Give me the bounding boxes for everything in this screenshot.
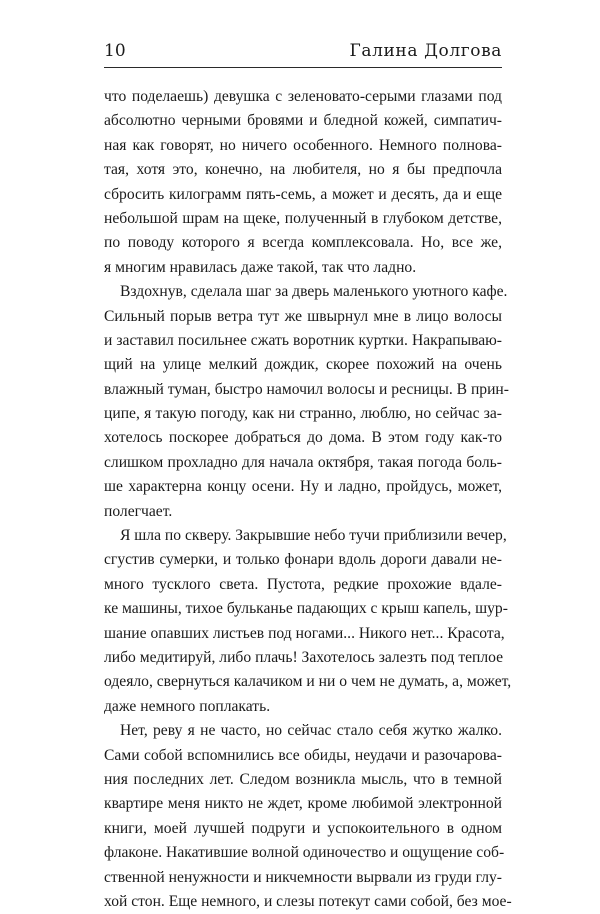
paragraph bbox=[104, 85, 502, 280]
text-line: и заставил посильнее сжать воротник куртки. Накрапываю- bbox=[104, 331, 502, 349]
text-line: небольшой шрам на щеке, полученный в глубоком детстве, bbox=[104, 209, 502, 227]
text-line: Вздохнув, сделала шаг за дверь маленького уютного кафе. bbox=[120, 283, 508, 301]
text-line: Нет, реву я не часто, но сейчас стало себя жутко жалко. bbox=[120, 722, 502, 740]
text-line: шание опавших листьев под ногами... Никого нет... Красота, bbox=[104, 624, 505, 642]
paragraph bbox=[104, 280, 509, 524]
text-line: сгустив сумерки, и только фонари вдоль дороги давали не- bbox=[104, 551, 502, 569]
text-line: ственной ненужности и никчемности вырвали из груди глу- bbox=[104, 868, 502, 886]
text-line: квартире меня никто не ждет, кроме любимой электронной bbox=[104, 795, 502, 813]
text-line: щий на улице мелкий дождик, скорее похожий на очень bbox=[104, 356, 502, 374]
text-line: по поводу которого я всегда комплексовала. Но, все же, bbox=[104, 234, 502, 252]
body-text bbox=[104, 85, 512, 914]
paragraph bbox=[104, 719, 512, 914]
text-line: я многим нравилась даже такой, так что ладно. bbox=[104, 258, 417, 276]
text-line: одеяло, свернуться калачиком и ни о чем не думать, а, может, bbox=[104, 673, 512, 691]
header-divider bbox=[104, 67, 502, 68]
text-line: Сильный порыв ветра тут же швырнул мне в лицо волосы bbox=[104, 307, 502, 325]
page-header bbox=[104, 40, 502, 64]
text-line: абсолютно черными бровями и бледной кожей, симпатич- bbox=[104, 112, 502, 130]
paragraph bbox=[104, 524, 512, 719]
text-line: ная как говорят, но ничего особенного. Немного полнова- bbox=[104, 136, 502, 154]
page-number: 10 bbox=[104, 41, 126, 61]
text-line: ния последних лет. Следом возникла мысль, что в темной bbox=[104, 770, 502, 788]
text-line: даже немного поплакать. bbox=[104, 697, 271, 715]
text-line: слишком прохладно для начала октября, такая погода боль- bbox=[104, 453, 502, 471]
text-line: влажный туман, быстро намочил волосы и ресницы. В прин- bbox=[104, 380, 509, 398]
text-line: Сами собой вспомнились все обиды, неудачи и разочарова- bbox=[104, 746, 502, 764]
text-line: ке машины, тихое бульканье падающих с крыш капель, шур- bbox=[104, 600, 508, 618]
text-line: полегчает. bbox=[104, 502, 173, 520]
text-line: ше характерна концу осени. Ну и ладно, пройдусь, может, bbox=[104, 478, 502, 496]
text-line: флаконе. Накатившие волной одиночество и ощущение соб- bbox=[104, 844, 505, 862]
text-line: ципе, я такую погоду, как ни странно, люблю, но сейчас за- bbox=[104, 405, 502, 423]
text-line: что поделаешь) девушка с зеленовато-серыми глазами под bbox=[104, 88, 502, 105]
text-line: либо медитируй, либо плачь! Захотелось залезть под теплое bbox=[104, 648, 504, 666]
running-title: Галина Долгова bbox=[349, 41, 502, 61]
text-line: тая, хотя это, конечно, на любителя, но я бы предпочла bbox=[104, 161, 502, 179]
text-line: Я шла по скверу. Закрывшие небо тучи приблизили вечер, bbox=[120, 527, 507, 545]
text-line: хой стон. Еще немного, и слезы потекут сами собой, без мое- bbox=[104, 892, 512, 910]
text-line: много тусклого света. Пустота, редкие прохожие вдале- bbox=[104, 575, 502, 593]
text-line: сбросить килограмм пять-семь, а может и десять, да и еще bbox=[104, 185, 502, 203]
text-line: книги, моей лучшей подруги и успокоительного в одном bbox=[104, 819, 502, 837]
text-line: хотелось поскорее добраться до дома. В этом году как-то bbox=[104, 429, 502, 447]
